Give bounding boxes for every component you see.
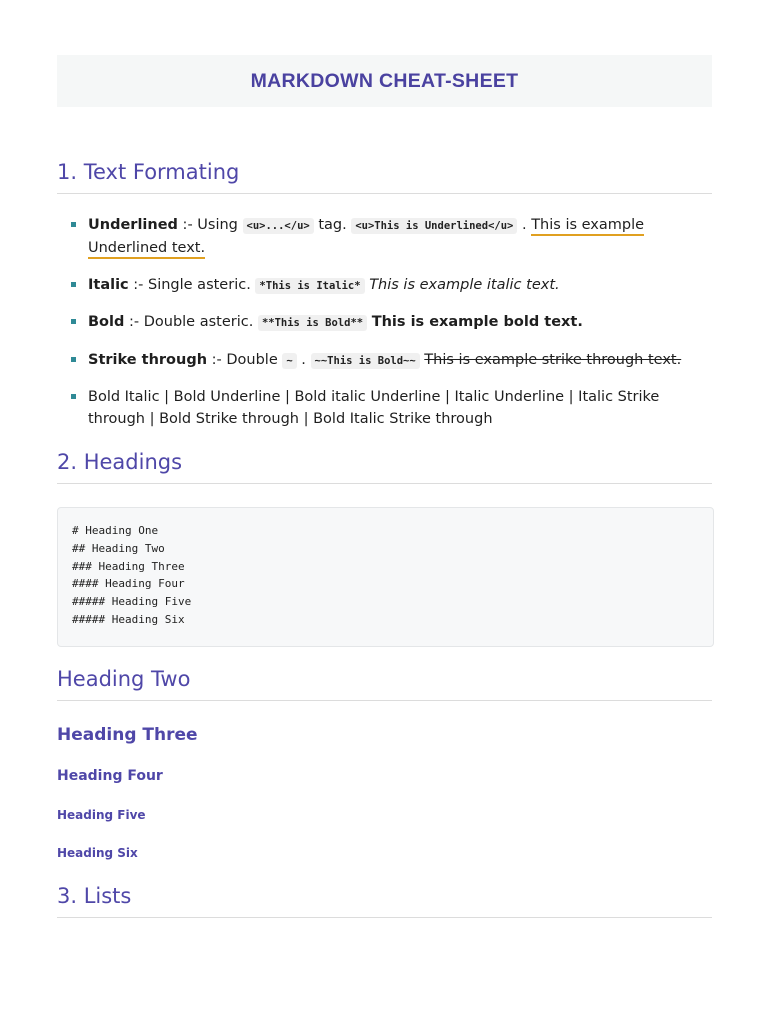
- formatting-list: [57, 214, 717, 445]
- code-line: # Heading One: [72, 524, 159, 537]
- inline-code: <u>This is Underlined</u>: [351, 218, 517, 234]
- code-line: ##### Heading Six: [72, 612, 185, 626]
- section-heading-lists: 3. Lists: [57, 884, 712, 918]
- code-block: [57, 507, 714, 647]
- bold-example: This is example bold text.: [371, 314, 583, 330]
- item-separator: :-: [124, 314, 144, 330]
- sample-heading-three: Heading Three: [57, 725, 198, 745]
- inline-code: ~: [282, 353, 296, 369]
- code-line: ##### Heading Five: [72, 595, 192, 609]
- item-description: Double asteric.: [143, 314, 258, 330]
- sample-heading-four: Heading Four: [57, 768, 163, 784]
- item-description: Double: [226, 351, 283, 368]
- code-line: #### Heading Four: [72, 577, 185, 591]
- item-text: .: [517, 217, 532, 233]
- title-banner: [57, 55, 712, 107]
- item-separator: :-: [128, 276, 148, 293]
- code-line: ## Heading Two: [72, 541, 165, 555]
- inline-code: <u>...</u>: [243, 218, 314, 234]
- strike-example: This is example strike through text.: [424, 351, 682, 368]
- item-separator: :-: [207, 351, 227, 368]
- underlined-example: This is example Underlined text.: [88, 217, 644, 259]
- item-separator: :-: [177, 217, 198, 233]
- document-title: MARKDOWN CHEAT-SHEET: [250, 69, 519, 92]
- section-heading-headings: 2. Headings: [57, 450, 712, 484]
- list-item-bold: [57, 311, 717, 334]
- item-label: Strike through: [88, 351, 208, 368]
- item-description: Using: [197, 217, 243, 233]
- square-bullet-icon: [71, 357, 76, 362]
- code-line: ### Heading Three: [72, 559, 185, 573]
- inline-code: ~~This is Bold~~: [311, 353, 420, 369]
- list-item-strike-through: [57, 349, 717, 372]
- italic-example: This is example italic text.: [369, 276, 560, 293]
- combination-text: Bold Italic | Bold Underline | Bold italic Underline | Italic Underline | Italic Strike through | Bold Strike through | Bold Italic Strike through: [88, 389, 660, 427]
- item-description: Single asteric.: [148, 276, 256, 293]
- sample-heading-six: Heading Six: [57, 846, 138, 860]
- sample-heading-two: Heading Two: [57, 667, 712, 701]
- square-bullet-icon: [71, 394, 76, 399]
- item-label: Underlined: [88, 217, 178, 233]
- item-text: .: [296, 351, 311, 368]
- list-item-underlined: [57, 214, 717, 259]
- list-item-italic: [57, 274, 717, 297]
- section-heading-text-formatting: 1. Text Formating: [57, 160, 712, 194]
- inline-code: **This is Bold**: [258, 315, 367, 331]
- item-label: Bold: [88, 314, 125, 330]
- inline-code: *This is Italic*: [255, 278, 364, 294]
- square-bullet-icon: [71, 222, 76, 227]
- item-text: tag.: [313, 217, 352, 233]
- square-bullet-icon: [71, 282, 76, 287]
- list-item-combinations: [57, 386, 717, 430]
- item-label: Italic: [88, 276, 129, 293]
- square-bullet-icon: [71, 319, 76, 324]
- sample-heading-five: Heading Five: [57, 808, 146, 822]
